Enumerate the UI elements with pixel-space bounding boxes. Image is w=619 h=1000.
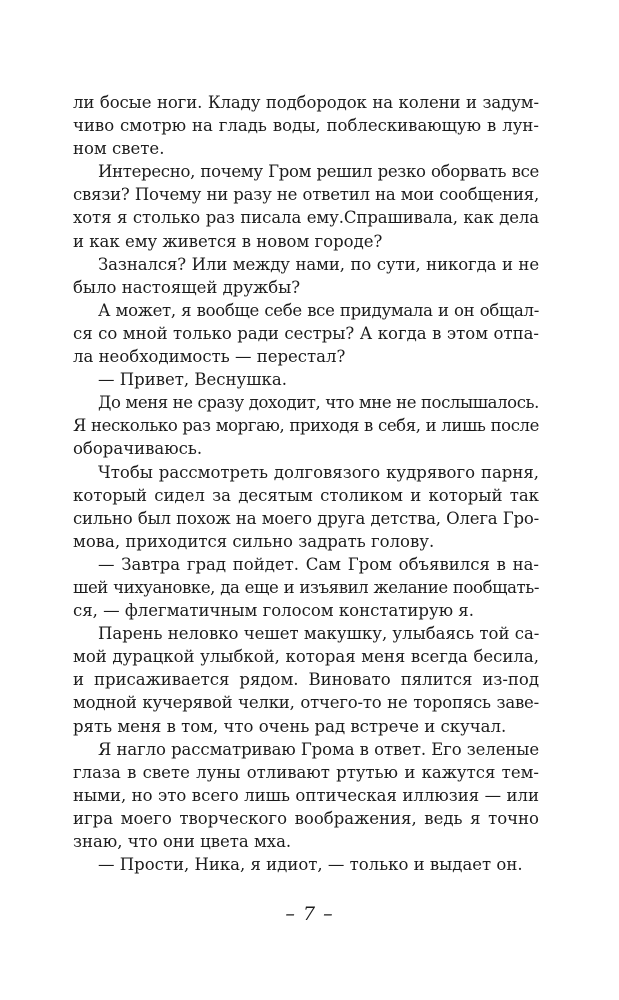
text-line: чиво смотрю на гладь воды, поблескивающую в лун- [73,116,539,136]
text-line: было настоящей дружбы? [73,277,301,297]
text-line: — Привет, Веснушка. [98,370,287,390]
text-line: рять меня в том, что очень рад встрече и скучал. [73,716,507,736]
text-line: До меня не сразу доходит, что мне не послышалось. [98,393,539,413]
text-line: знаю, что они цвета мха. [73,832,292,851]
text-line: ными, но это всего лишь оптическая иллюзия — или [73,785,539,805]
text-line: хотя я столько раз писала ему.Спрашивала, как дела [73,208,539,228]
text-line: сильно был похож на моего друга детства, Олега Гро- [73,508,539,528]
text-line: Интересно, почему Гром решил резко оборвать все [98,162,539,182]
text-line: оборачиваюсь. [73,439,203,459]
text-line: А может, я вообще себе все придумала и он общал- [98,300,539,320]
text-line: ся со мной только ради сестры? А когда в этом отпа- [73,323,539,343]
body-text [73,91,539,876]
text-line: и как ему живется в новом городе? [73,231,383,251]
text-line: Чтобы рассмотреть долговязого кудрявого парня, [98,462,539,482]
text-line: ла необходимость — перестал? [73,347,346,367]
text-line: Я нагло рассматриваю Грома в ответ. Его зеленые [98,739,539,759]
text-line: связи? Почему ни разу не ответил на мои сообщения, [73,185,539,205]
text-line: и присаживается рядом. Виновато пялится из-под [73,670,539,690]
text-line: мой дурацкой улыбкой, которая меня всегда бесила, [73,647,539,667]
page-number: – 7 – [285,903,334,925]
text-line: который сидел за десятым столиком и который так [73,485,539,505]
text-line: — Прости, Ника, я идиот, — только и выдает он. [98,855,523,875]
text-line: ли босые ноги. Кладу подбородок на колени и задум- [73,93,539,112]
text-line: глаза в свете луны отливают ртутью и кажутся тем- [73,762,539,782]
text-line: ся, — флегматичным голосом констатирую я. [73,601,474,621]
text-line: модной кучерявой челки, отчего-то не торопясь заве- [73,693,539,713]
text-line: Зазнался? Или между нами, по сути, никогда и не [98,254,539,274]
text-line: — Завтра град пойдет. Сам Гром объявился в на- [98,554,539,574]
text-line: Парень неловко чешет макушку, улыбаясь той са- [98,624,540,644]
text-line: Я несколько раз моргаю, приходя в себя, и лишь после [73,416,539,436]
text-line: ном свете. [73,139,165,159]
text-line: шей чихуановке, да еще и изъявил желание пообщать- [73,577,539,597]
text-line: игра моего творческого воображения, ведь я точно [73,808,539,828]
text-line: мова, приходится сильно задрать голову. [73,531,435,551]
